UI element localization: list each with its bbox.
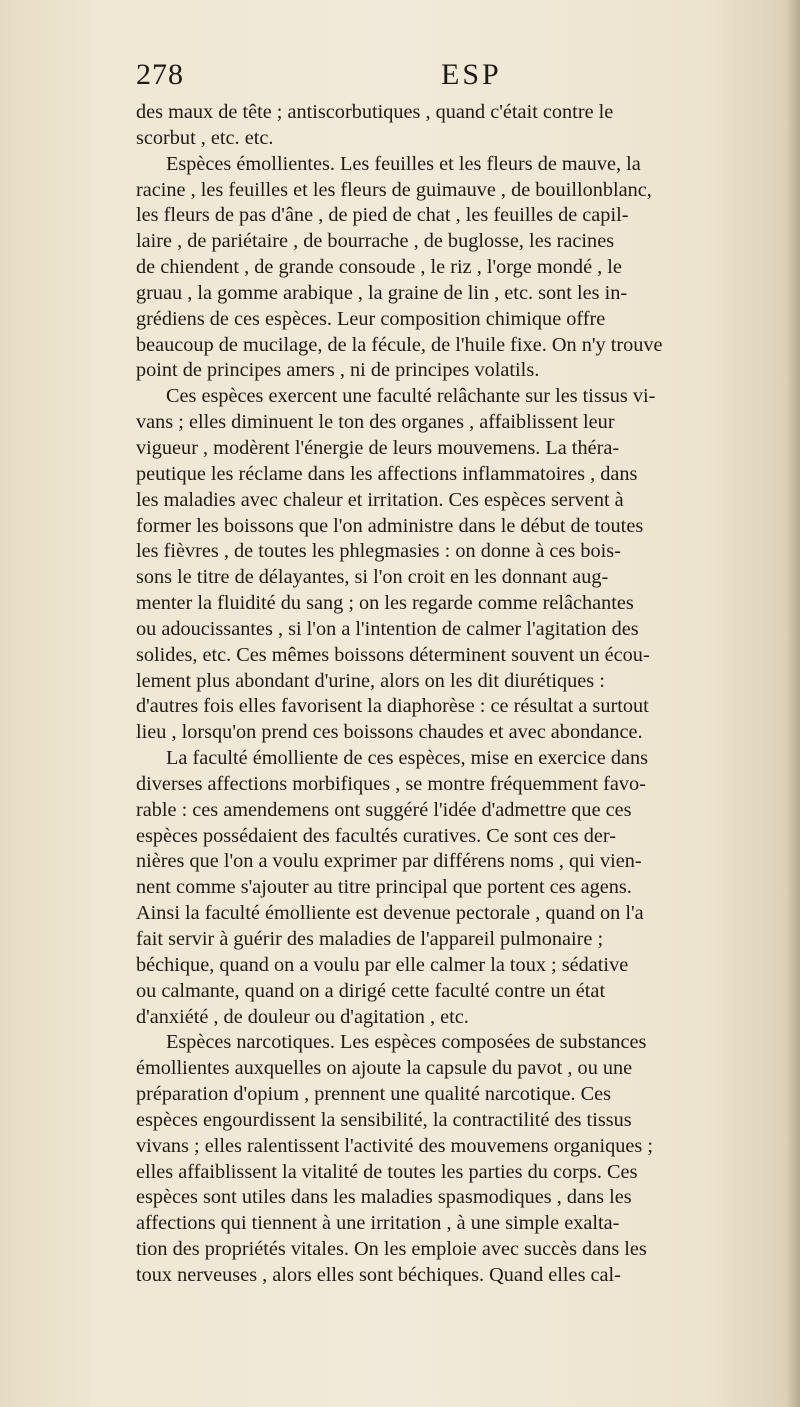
text-line: espèces possédaient des facultés curatives. Ce sont ces der- [136, 824, 616, 847]
text-line: fait servir à guérir des maladies de l'appareil pulmonaire ; [136, 928, 604, 950]
text-line: point de principes amers , ni de principes volatils. [136, 359, 540, 382]
text-line: les fièvres , de toutes les phlegmasies : on donne à ces bois- [136, 540, 621, 563]
text-line: menter la fluidité du sang ; on les regarde comme relâchantes [136, 592, 634, 615]
text-line: des maux de tête ; antiscorbutiques , quand c'était contre le [136, 101, 614, 123]
text-line: vivans ; elles ralentissent l'activité des mouvemens organiques ; [136, 1134, 653, 1157]
text-line: Espèces émollientes. Les feuilles et les fleurs de mauve, la [166, 152, 641, 175]
text-line: beaucoup de mucilage, de la fécule, de l'huile fixe. On n'y trouve [136, 333, 663, 356]
text-line: rable : ces amendemens ont suggéré l'idée d'admettre que ces [136, 798, 632, 821]
text-line: ou calmante, quand on a dirigé cette faculté contre un état [136, 979, 606, 1002]
text-line: Ainsi la faculté émolliente est devenue pectorale , quand on l'a [136, 902, 644, 925]
text-line: espèces engourdissent la sensibilité, la contractilité des tissus [136, 1108, 632, 1131]
text-line: Espèces narcotiques. Les espèces composées de substances [166, 1031, 647, 1054]
text-line: lieu , lorsqu'on prend ces boissons chaudes et avec abondance. [136, 721, 643, 744]
text-line: les maladies avec chaleur et irritation. Ces espèces servent à [136, 488, 624, 511]
text-line: former les boissons que l'on administre dans le début de toutes [136, 514, 644, 537]
text-line: les fleurs de pas d'âne , de pied de chat , les feuilles de capil- [136, 204, 629, 227]
text-line: d'anxiété , de douleur ou d'agitation , etc. [136, 1005, 469, 1028]
text-line: tion des propriétés vitales. On les emploie avec succès dans les [136, 1238, 647, 1261]
body-text [136, 100, 782, 1289]
text-line: de chiendent , de grande consoude , le riz , l'orge mondé , le [136, 256, 622, 279]
text-line: diverses affections morbifiques , se montre fréquemment favo- [136, 772, 646, 795]
text-line: lement plus abondant d'urine, alors on les dit diurétiques : [136, 669, 605, 692]
text-line: nières que l'on a voulu exprimer par différens noms , qui vien- [136, 850, 642, 873]
text-line: peutique les réclame dans les affections inflammatoires , dans [136, 462, 638, 485]
text-line: préparation d'opium , prennent une qualité narcotique. Ces [136, 1083, 612, 1106]
text-line: racine , les feuilles et les fleurs de guimauve , de bouillonblanc, [136, 178, 652, 201]
page-edge-shadow [786, 0, 800, 1407]
text-line: grédiens de ces espèces. Leur composition chimique offre [136, 307, 606, 330]
text-line: vans ; elles diminuent le ton des organes , affaiblissent leur [136, 411, 615, 434]
text-line: solides, etc. Ces mêmes boissons déterminent souvent un écou- [136, 643, 650, 666]
text-line: Ces espèces exercent une faculté relâchante sur les tissus vi- [166, 385, 656, 408]
text-line: d'autres fois elles favorisent la diaphorèse : ce résultat a surtout [136, 695, 649, 718]
text-line: scorbut , etc. etc. [136, 126, 274, 149]
text-line: émollientes auxquelles on ajoute la capsule du pavot , ou une [136, 1057, 633, 1080]
page-number: 278 [136, 58, 184, 91]
text-line: gruau , la gomme arabique , la graine de lin , etc. sont les in- [136, 281, 628, 304]
text-line: espèces sont utiles dans les maladies spasmodiques , dans les [136, 1186, 632, 1209]
text-line: affections qui tiennent à une irritation , à une simple exalta- [136, 1212, 620, 1235]
text-line: laire , de pariétaire , de bourrache , de buglosse, les racines [136, 230, 615, 253]
text-line: toux nerveuses , alors elles sont béchiques. Quand elles cal- [136, 1263, 621, 1286]
text-line: nent comme s'ajouter au titre principal que portent ces agens. [136, 876, 632, 899]
text-line: sons le titre de délayantes, si l'on croit en les donnant aug- [136, 566, 609, 589]
text-line: ou adoucissantes , si l'on a l'intention de calmer l'agitation des [136, 617, 639, 640]
text-line: La faculté émolliente de ces espèces, mise en exercice dans [166, 747, 648, 770]
text-line: vigueur , modèrent l'énergie de leurs mouvemens. La théra- [136, 436, 620, 459]
page-header [136, 58, 776, 98]
text-line: elles affaiblissent la vitalité de toutes les parties du corps. Ces [136, 1160, 638, 1183]
running-head: ESP [441, 58, 502, 91]
text-line: béchique, quand on a voulu par elle calmer la toux ; sédative [136, 953, 629, 976]
